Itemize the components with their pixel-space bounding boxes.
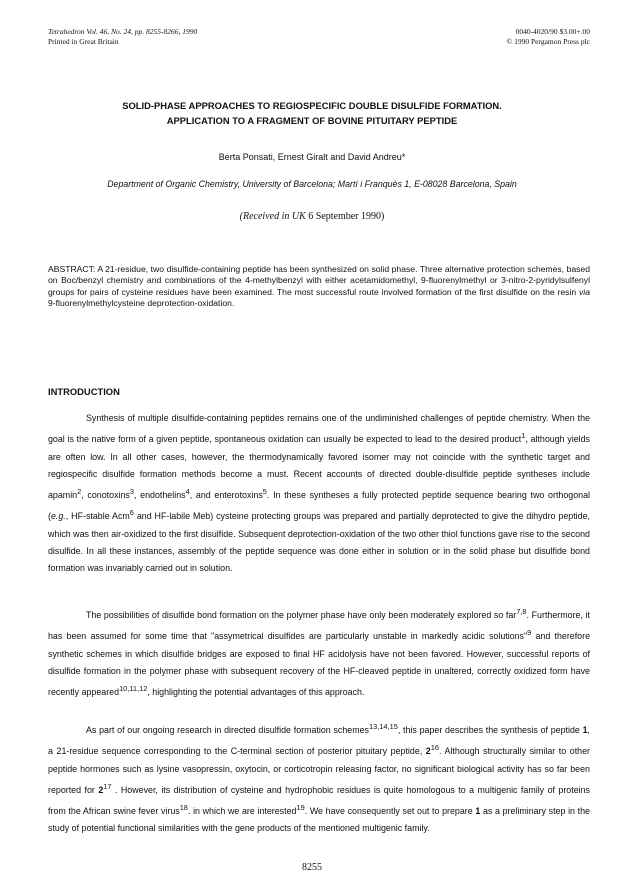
printed-line: Printed in Great Britain (48, 37, 119, 46)
received-prefix: (Received in UK (239, 211, 306, 222)
p3-text-c: , a 21-residue sequence corresponding to the C-terminal section of posterior pituitary peptide, (48, 724, 590, 757)
intro-paragraph-3 (48, 718, 590, 838)
copyright-line: © 1990 Pergamon Press plc (506, 37, 590, 46)
received-date-text: 6 September 1990) (308, 211, 385, 222)
p3-text-h: as a preliminary step in the study of potential functional similarities with the gene products of the mentioned multigenic family. (48, 806, 590, 834)
reference: 18 (179, 803, 188, 813)
publisher-info (507, 27, 590, 47)
p3-text-a: As part of our ongoing research in directed disulfide formation schemes (86, 724, 369, 735)
intro-paragraph-2 (48, 603, 590, 701)
compound-number: 1 (582, 724, 588, 735)
p1-text-d: , endothelins (133, 490, 186, 501)
reference: 10,11,12 (119, 684, 148, 694)
p3-text-e: . However, its distribution of cysteine and hydrophobic residues is quite homologous to a multigenic family of proteins from the African swine fever virus (48, 784, 590, 817)
title-line-2: APPLICATION TO A FRAGMENT OF BOVINE PITUITARY PEPTIDE (166, 115, 458, 126)
reference: 16 (430, 743, 439, 753)
reference: 2 (77, 487, 82, 497)
abstract-via: via (579, 286, 590, 297)
reference: 4 (185, 487, 190, 497)
p3-text-b: , this paper describes the synthesis of peptide (397, 724, 583, 735)
reference: 7,8 (516, 607, 527, 616)
reference: 13,14,15 (368, 722, 398, 731)
reference: 1 (521, 431, 526, 441)
p1-text-b: , although yields are often low. In all other cases, however, the thermodynamically favored isomer may not coincide with the synthetic target and regiospecific disulfide formation methods become a must. Recent accounts of directed double-disulfide peptide syntheses include apamin (48, 434, 590, 501)
p3-text-g: . We have consequently set out to prepare (304, 806, 476, 817)
p1-text-a: Synthesis of multiple disulfide-containing peptides remains one of the undiminished challenges of peptide chemistry. When the goal is the native form of a given peptide, spontaneous oxidation can usually be expected to lead to the desired product (48, 413, 590, 445)
compound-number: 2 (98, 784, 104, 795)
journal-citation (48, 27, 197, 47)
reference: 3 (129, 487, 134, 497)
reference: 9 (527, 628, 532, 638)
compound-number: 1 (475, 806, 481, 817)
p1-text-h: and HF-labile Meb) cysteine protecting groups was prepared and partially deprotected to give the dihydro peptide, which was then air-oxidized to the first disulfide. Subsequent deprotection-oxidation of the two other thiol functions gave rise to the second disulfide. In all these instances, assembly of the peptide sequence was done either in solution or in the solid phase but disulfide bond formation was invariably carried out in solution. (48, 511, 590, 574)
authors: Berta Ponsati, Ernest Giralt and David Andreu* (218, 152, 406, 162)
received-date (0, 211, 624, 222)
abstract (48, 264, 590, 309)
p1-text-g: , HF-stable Acm (65, 511, 130, 522)
p1-text-c: , conotoxins (81, 490, 130, 501)
reference: 17 (103, 781, 112, 791)
title-line-1: SOLID-PHASE APPROACHES TO REGIOSPECIFIC DOUBLE DISULFIDE FORMATION. (122, 100, 502, 111)
page-number: 8255 (302, 862, 322, 873)
p2-text-b: . Furthermore, it has been assumed for some time that "assymetrical disulfides are particularly unstable in markedly acidic solutions" (48, 609, 590, 642)
p3-text-d: . Although structurally similar to other peptide hormones such as lysine vasopressin, oxytocin, or corticotropin releasing factor, no significant biological activity has so far been reported for (48, 746, 591, 795)
abstract-end: 9-fluorenylmethylcysteine deprotection-oxidation. (48, 297, 235, 308)
p1-text-e: , and enterotoxins (189, 490, 263, 501)
compound-number: 2 (425, 746, 431, 757)
reference: 6 (129, 508, 134, 518)
p1-eg: e.g. (50, 511, 66, 522)
abstract-text: A 21-residue, two disulfide-containing peptide has been synthesized on solid phase. Three alternative protection schemes, based on Boc/benzyl chemistry and combinations of the 4-methylbenzyl with either acetamidomethyl, 9-fluorenylmethyl or 3-nitro-2-pyridylsulfenyl groups for pairs of cysteine residues have been examined. The most successful route involved formation of the first disulfide on the resin (48, 264, 590, 297)
reference: 5 (262, 487, 267, 497)
reference: 19 (296, 803, 305, 813)
intro-paragraph-1 (48, 410, 590, 578)
p2-text-c: and therefore synthetic schemes in which disulfide bridges are exposed to final HF acidolysis have not been favored. However, successful reports of disulfide formation in the polymer phase with subsequent recovery of the HF-cleaved peptide in unaltered, correctly oxidized form have recently appeared (48, 631, 590, 698)
p2-text-a: The possibilities of disulfide bond formation on the polymer phase have only been moderately explored so far (86, 609, 517, 620)
section-heading: INTRODUCTION (48, 386, 120, 397)
affiliation: Department of Organic Chemistry, University of Barcelona; Martí i Franquès 1, E-08028 Barcelona, Spain (107, 179, 517, 189)
price-code: 0040-4020/90 $3.00+.00 (515, 27, 590, 36)
p1-text-f: . In these syntheses a fully protected peptide sequence bearing two orthogonal ( (48, 490, 590, 522)
paper-title (0, 98, 624, 128)
p2-text-d: , highlighting the potential advantages of this approach. (147, 687, 365, 698)
journal-line: Tetrahedron Vol. 46, No. 24, pp. 8255-8266, 1990 (48, 27, 198, 36)
p3-text-f: . in which we are interested (187, 806, 297, 817)
abstract-label: ABSTRACT: (48, 264, 96, 274)
